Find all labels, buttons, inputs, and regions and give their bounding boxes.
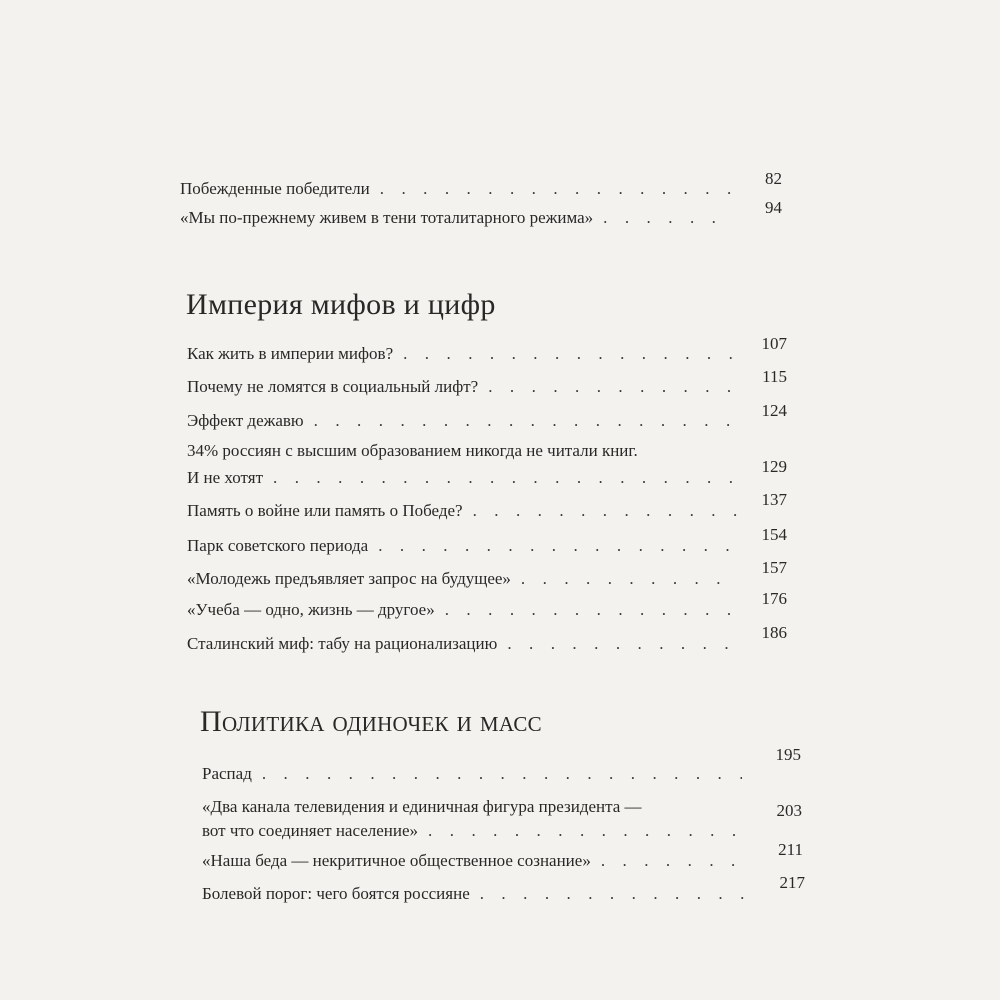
toc-entry[interactable] <box>180 169 782 202</box>
toc-entry[interactable] <box>187 525 787 559</box>
toc-entry[interactable] <box>202 745 801 787</box>
dot-leader <box>488 376 739 398</box>
dot-leader <box>601 850 750 872</box>
dot-leader <box>480 883 750 905</box>
entry-title: «Два канала телевидения и единичная фигура президента — <box>202 797 642 816</box>
toc-entry[interactable] <box>202 796 802 846</box>
entry-page-number: 82 <box>765 169 782 188</box>
entry-page-number: 115 <box>762 367 787 386</box>
entry-title: «Молодежь предъявляет запрос на будущее» <box>187 569 511 588</box>
toc-entry[interactable] <box>187 623 787 657</box>
toc-entry[interactable] <box>187 334 787 367</box>
entry-title: «Наша беда — некритичное общественное сознание» <box>202 851 591 870</box>
entry-title: Распад <box>202 764 252 783</box>
dot-leader <box>473 500 739 522</box>
entry-title: 34% россиян с высшим образованием никогда не читали книг. <box>187 441 638 460</box>
entry-page-number: 217 <box>779 873 805 892</box>
entry-title: «Мы по-прежнему живем в тени тоталитарного режима» <box>180 208 594 227</box>
entry-page-number: 186 <box>761 623 787 642</box>
entry-page-number: 157 <box>761 558 787 577</box>
toc-entry[interactable] <box>180 198 782 231</box>
entry-page-number: 203 <box>776 801 802 820</box>
dot-leader <box>378 535 739 557</box>
toc-entry[interactable] <box>187 401 787 434</box>
entry-title: Болевой порог: чего боятся россияне <box>202 884 470 903</box>
dot-leader <box>262 763 742 785</box>
entry-page-number: 154 <box>761 525 787 544</box>
dot-leader <box>521 568 739 590</box>
toc-entry[interactable] <box>202 840 803 874</box>
toc-entry[interactable] <box>187 558 787 592</box>
toc-entry[interactable] <box>187 440 787 490</box>
dot-leader <box>314 410 739 432</box>
dot-leader <box>380 178 732 200</box>
dot-leader <box>428 820 750 842</box>
dot-leader <box>403 343 739 365</box>
entry-page-number: 129 <box>761 457 787 476</box>
toc-entry[interactable] <box>187 490 787 524</box>
entry-page-number: 176 <box>761 589 787 608</box>
entry-page-number: 211 <box>778 840 803 859</box>
entry-title: Сталинский миф: табу на рационализацию <box>187 634 498 653</box>
dot-leader <box>507 633 739 655</box>
entry-title-continued: И не хотят <box>187 468 264 487</box>
section-heading: Политика одиночек и масс <box>200 705 542 738</box>
entry-page-number: 94 <box>765 198 782 217</box>
entry-title: Побежденные победители <box>180 179 370 198</box>
toc-entry[interactable] <box>187 589 787 623</box>
dot-leader <box>603 207 732 229</box>
entry-page-number: 107 <box>761 334 787 353</box>
toc-entry[interactable] <box>187 367 787 400</box>
entry-page-number: 195 <box>775 745 801 764</box>
entry-title: Парк советского периода <box>187 536 369 555</box>
section-heading: Империя мифов и цифр <box>186 288 496 321</box>
entry-page-number: 137 <box>761 490 787 509</box>
dot-leader <box>273 467 739 489</box>
toc-entry[interactable] <box>202 873 805 907</box>
entry-title: Почему не ломятся в социальный лифт? <box>187 377 479 396</box>
entry-page-number: 124 <box>761 401 787 420</box>
entry-title: Память о войне или память о Победе? <box>187 501 463 520</box>
entry-title: Как жить в империи мифов? <box>187 344 394 363</box>
entry-title: «Учеба — одно, жизнь — другое» <box>187 600 435 619</box>
dot-leader <box>445 599 739 621</box>
entry-title-continued: вот что соединяет население» <box>202 821 419 840</box>
entry-title: Эффект дежавю <box>187 411 304 430</box>
